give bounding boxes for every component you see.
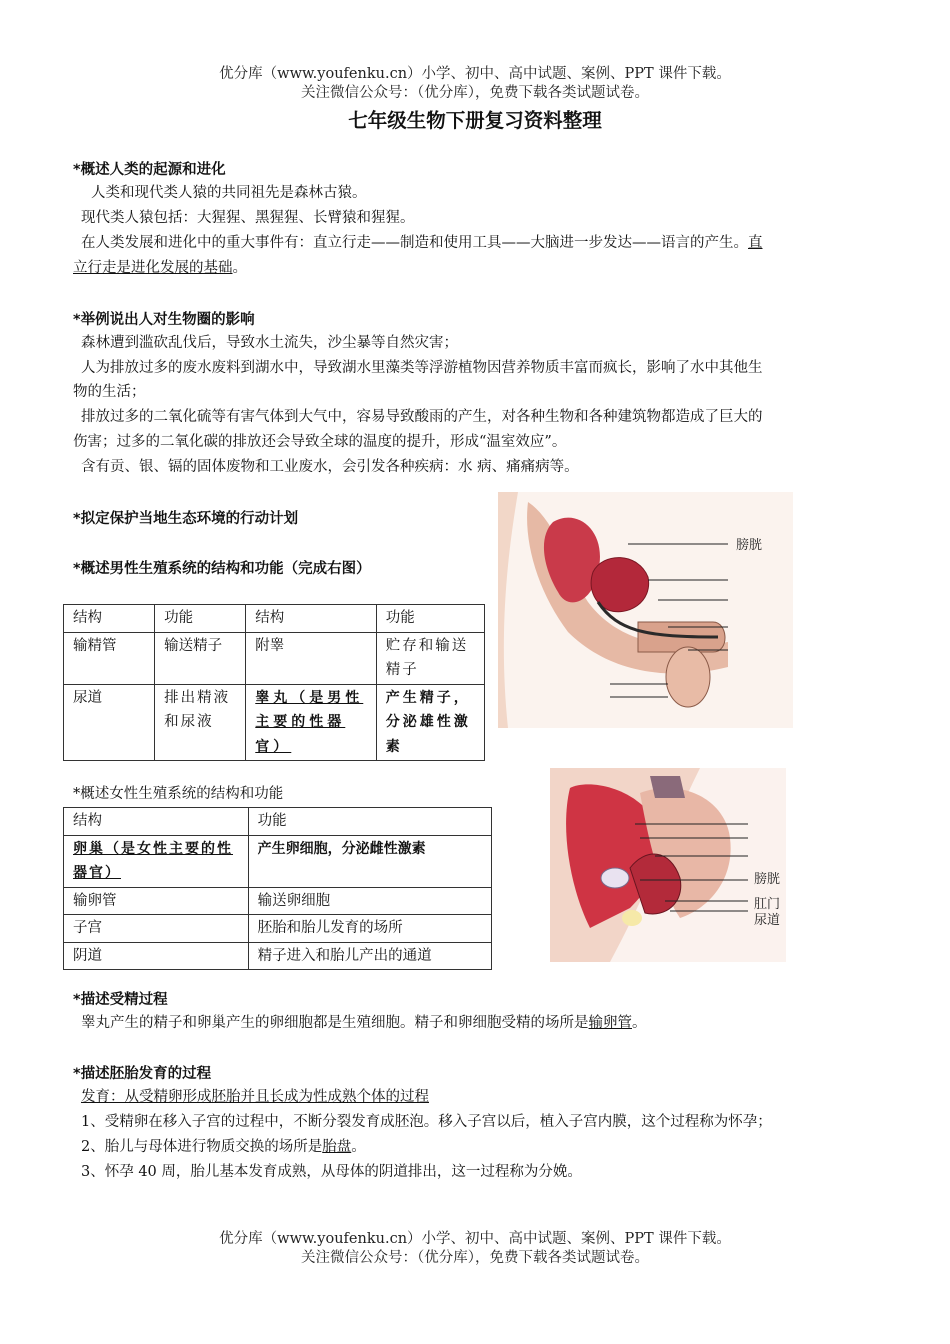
paragraph: 现代类人猿包括：大猩猩、黑猩猩、长臂猿和猩猩。 — [81, 210, 415, 226]
table-header: 功能 — [155, 605, 246, 633]
male-reproductive-diagram — [498, 492, 793, 728]
text-run: 在人类发展和进化中的重大事件有：直立行走——制造和使用工具——大脑进一步发达——语言的产生。 — [81, 235, 748, 251]
table-cell: 排出精液和尿液 — [155, 684, 246, 761]
text-run: 。 — [632, 1015, 647, 1031]
paragraph: 人类和现代类人猿的共同祖先是森林古猿。 — [91, 185, 367, 201]
section-heading-origin: *概述人类的起源和进化 — [73, 162, 226, 178]
section-heading-impact: *举例说出人对生物圈的影响 — [73, 312, 255, 328]
table-cell: 胚胎和胎儿发育的场所 — [248, 915, 491, 943]
male-system-table — [63, 604, 485, 761]
table-cell: 卵巢（是女性主要的性器官） — [64, 835, 249, 887]
paragraph: 人为排放过多的废水废料到湖水中，导致湖水里藻类等浮游植物因营养物质丰富而疯长，影响了水中其他生 — [81, 360, 763, 376]
female-system-table — [63, 807, 492, 970]
list-item: 3、怀孕 40 周，胎儿基本发育成熟，从母体的阴道排出，这一过程称为分娩。 — [81, 1164, 582, 1180]
table-row — [64, 808, 492, 836]
underlined-text: 胎盘 — [322, 1139, 352, 1155]
table-cell: 输卵管 — [64, 887, 249, 915]
table-cell: 尿道 — [64, 684, 155, 761]
footer-line-2: 关注微信公众号：（优分库），免费下载各类试题试卷。 — [301, 1250, 649, 1266]
section-heading-plan: *拟定保护当地生态环境的行动计划 — [73, 511, 299, 527]
table-cell: 附睾 — [246, 632, 377, 684]
page-title: 七年级生物下册复习资料整理 — [348, 109, 602, 132]
paragraph: 物的生活； — [73, 384, 146, 400]
section-heading-female: *概述女性生殖系统的结构和功能 — [73, 786, 284, 802]
section-heading-fertilization: *描述受精过程 — [73, 992, 168, 1008]
text-run: 2、胎儿与母体进行物质交换的场所是 — [81, 1139, 323, 1155]
table-header: 功能 — [248, 808, 491, 836]
anus-label: 肛门 — [754, 897, 781, 912]
text-run: 。 — [351, 1139, 366, 1155]
header-line-2: 关注微信公众号：（优分库），免费下载各类试题试卷。 — [301, 85, 649, 101]
table-row — [64, 632, 485, 684]
table-cell: 阴道 — [64, 942, 249, 970]
section-heading-development: *描述胚胎发育的过程 — [73, 1066, 212, 1082]
section-heading-male: *概述男性生殖系统的结构和功能（完成右图） — [73, 561, 371, 577]
table-cell: 精子进入和胎儿产出的通道 — [248, 942, 491, 970]
bladder-label: 膀胱 — [736, 538, 763, 553]
spine-region — [650, 776, 685, 798]
bladder-label: 膀胱 — [754, 872, 781, 887]
testis-shape — [666, 647, 710, 707]
underlined-text: 直 — [748, 235, 763, 251]
paragraph — [73, 1085, 881, 1110]
table-header: 结构 — [64, 605, 155, 633]
ovary-shape — [601, 868, 629, 888]
table-cell: 子宫 — [64, 915, 249, 943]
female-reproductive-diagram — [550, 768, 786, 962]
underlined-text: 输卵管 — [588, 1015, 632, 1031]
table-header: 功能 — [376, 605, 484, 633]
paragraph: 排放过多的二氧化硫等有害气体到大气中，容易导致酸雨的产生，对各种生物和各种建筑物都造成了巨大的 — [81, 409, 763, 425]
table-row — [64, 605, 485, 633]
table-row — [64, 915, 492, 943]
table-cell: 贮存和输送精子 — [376, 632, 484, 684]
paragraph: 含有贡、银、镉的固体废物和工业废水，会引发各种疾病：水 病、痛痛病等。 — [81, 459, 579, 475]
table-cell: 产生精子，分泌雄性激素 — [376, 684, 484, 761]
pubic-bone — [622, 910, 642, 926]
list-item — [73, 1135, 881, 1160]
text-run: 。 — [232, 259, 247, 276]
table-cell: 睾丸（是男性主要的性器官） — [246, 684, 377, 761]
table-cell: 输送精子 — [155, 632, 246, 684]
footer-line-1: 优分库（www.youfenku.cn）小学、初中、高中试题、案例、PPT 课件下载。 — [219, 1231, 731, 1247]
table-header: 结构 — [246, 605, 377, 633]
underlined-text: 立行走是进化发展的基础 — [73, 259, 233, 276]
text-run: 睾丸产生的精子和卵巢产生的卵细胞都是生殖细胞。精子和卵细胞受精的场所是 — [81, 1015, 589, 1031]
paragraph — [73, 1011, 881, 1036]
header-line-1: 优分库（www.youfenku.cn）小学、初中、高中试题、案例、PPT 课件下载。 — [219, 66, 731, 82]
urethra-label: 尿道 — [754, 913, 781, 928]
table-cell: 产生卵细胞，分泌雌性激素 — [248, 835, 491, 887]
table-row — [64, 684, 485, 761]
table-row — [64, 835, 492, 887]
paragraph: 森林遭到滥砍乱伐后，导致水土流失，沙尘暴等自然灾害； — [81, 335, 458, 351]
underlined-text: 发育：从受精卵形成胚胎并且长成为性成熟个体的过程 — [81, 1089, 429, 1105]
table-cell: 输精管 — [64, 632, 155, 684]
table-header: 结构 — [64, 808, 249, 836]
paragraph: 伤害；过多的二氧化碳的排放还会导致全球的温度的提升，形成“温室效应”。 — [73, 434, 567, 450]
table-row — [64, 887, 492, 915]
list-item: 1、受精卵在移入子宫的过程中，不断分裂发育成胚泡。移入子宫以后，植入子宫内膜，这个过程称为怀孕； — [81, 1114, 772, 1130]
table-cell: 输送卵细胞 — [248, 887, 491, 915]
paragraph — [73, 231, 876, 280]
table-row — [64, 942, 492, 970]
